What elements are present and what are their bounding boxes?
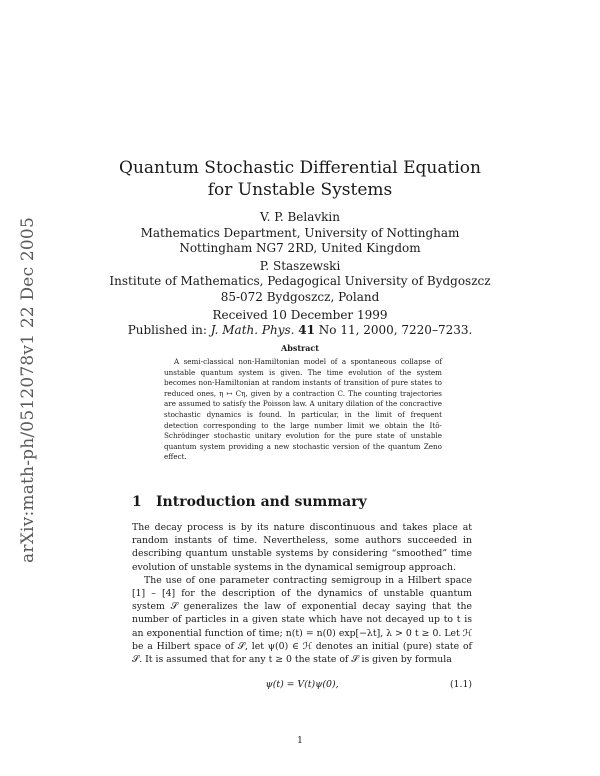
section-body — [132, 521, 472, 666]
affiliation-2-line2: 85-072 Bydgoszcz, Poland — [220, 290, 380, 304]
intro-paragraph-1: The decay process is by its nature discontinuous and takes place at random instants of time. Nevertheless, some authors succeeded in describing quantum unstable systems by considering “smoothed” time evolution of unstable systems in the dynamical semigroup approach. — [132, 522, 472, 573]
affiliation-2-line1: Institute of Mathematics, Pedagogical University of Bydgoszcz — [109, 274, 491, 288]
section-number: 1 — [132, 494, 142, 510]
affiliation-1-line2: Nottingham NG7 2RD, United Kingdom — [179, 241, 421, 255]
abstract-text: A semi-classical non-Hamiltonian model of a spontaneous collapse of unstable quantum system is given. The time evolution of the system becomes non-Hamiltonian at random instants of transition of pure states to reduced ones, η ↦ Cη, given by a contraction C. The counting trajectories are assumed to satisfy the Poisson law. A unitary dilation of the concractive stochastic dynamics is found. In particular, in the limit of frequent detection corresponding to the large number limit we obtain the Itô-Schrödinger stochastic unitary evolution for the pure state of unstable quantum system providing a new stochastic version of the quantum Zeno effect. — [164, 357, 442, 462]
section-title: Introduction and summary — [156, 494, 367, 510]
abstract-heading: Abstract — [281, 343, 319, 353]
intro-paragraph-2: The use of one parameter contracting semigroup in a Hilbert space [1] – [4] for the description of the dynamics of unstable quantum system 𝒮 generalizes the law of exponential decay saying that the number of particles in a given state which have not decayed up to t is an exponential function of time; n(t) = n(0) exp[−λt], λ > 0 t ≥ 0. Let ℋ be a Hilbert space of 𝒮, let ψ(0) ∈ ℋ denotes an initial (pure) state of 𝒮. It is assumed that for any t ≥ 0 the state of 𝒮 is given by formula — [132, 574, 472, 666]
equation-number: (1.1) — [449, 679, 472, 690]
affiliation-1-line1: Mathematics Department, University of Nottingham — [140, 226, 460, 240]
paper-title-line1: Quantum Stochastic Differential Equation — [119, 158, 481, 178]
publication-info — [0, 322, 600, 338]
author-1: V. P. Belavkin — [260, 210, 340, 224]
published-prefix: Published in: — [127, 323, 211, 337]
received-date: Received 10 December 1999 — [212, 308, 388, 322]
section-heading — [132, 494, 367, 510]
published-details: No 11, 2000, 7220–7233. — [314, 323, 473, 337]
author-2: P. Staszewski — [259, 259, 341, 273]
abstract-body — [164, 357, 442, 463]
arxiv-identifier-text: arXiv:math-ph/0512078v1 22 Dec 2005 — [18, 217, 38, 563]
journal-name: J. Math. Phys. — [210, 323, 295, 337]
page-number: 1 — [297, 736, 303, 746]
journal-volume: 41 — [298, 323, 315, 337]
equation-formula: ψ(t) = V(t)ψ(0), — [265, 679, 339, 690]
paper-title-line2: for Unstable Systems — [207, 180, 393, 200]
